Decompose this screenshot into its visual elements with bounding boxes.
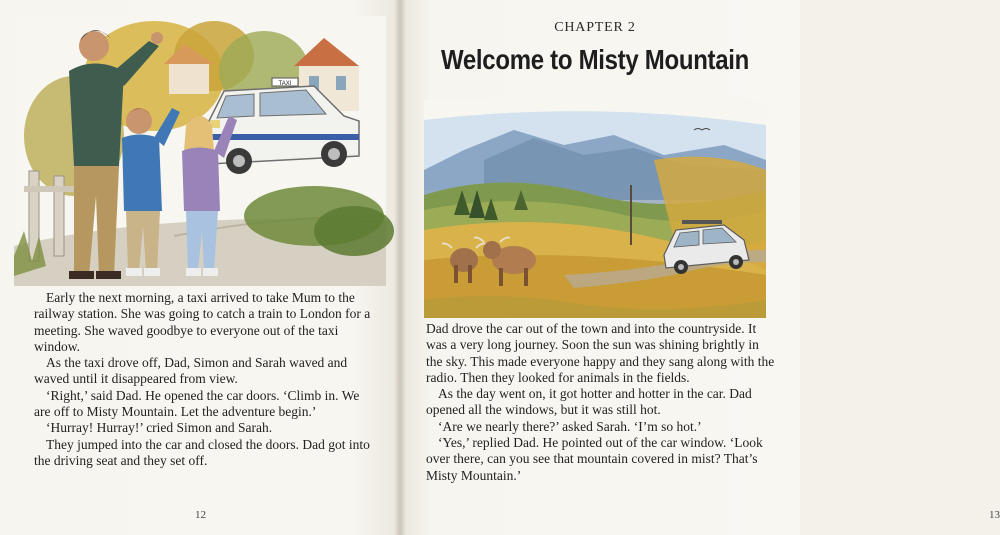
paragraph: Early the next morning, a taxi arrived to take Mum to the railway station. She was going to catch a train to London for a meeting. She waved goodbye to everyone out of the taxi window. [34, 290, 371, 354]
paragraph: As the day went on, it got hotter and hotter in the car. Dad opened all the windows, but it was still hot. [426, 386, 752, 418]
paragraph: ‘Yes,’ replied Dad. He pointed out of the car window. ‘Look over there, can you see that mountain covered in mist? That’s Misty Mountain.’ [426, 435, 763, 483]
taxi-sign: TAXI [278, 81, 292, 87]
chapter-title: Welcome to Misty Mountain [440, 45, 750, 77]
paragraph: As the taxi drove off, Dad, Simon and Sarah waved and waved until it disappeared from view. [34, 355, 348, 387]
paragraph: ‘Right,’ said Dad. He opened the car doors. ‘Climb in. We are off to Misty Mountain. Let the adventure begin.’ [34, 387, 360, 420]
paragraph: They jumped into the car and closed the doors. Dad got into the driving seat and they set off. [34, 436, 370, 468]
page-number: 12 [195, 509, 206, 521]
page-number: 13 [989, 509, 1000, 521]
chapter-label: CHAPTER 2 [554, 20, 636, 35]
left-page-text [34, 290, 379, 469]
paragraph: Dad drove the car out of the town and into the countryside. It was a very long journey. Soon the sun was shining brightly in the sky. This made everyone happy and they sang along with the radio. Then they looked for animals in the fields. [426, 321, 775, 385]
left-page [0, 0, 400, 535]
family-waving-taxi-illustration [14, 16, 386, 286]
countryside-mountain-car-illustration [424, 100, 766, 318]
right-page-text [426, 321, 776, 484]
paragraph: ‘Are we nearly there?’ asked Sarah. ‘I’m so hot.’ [438, 418, 702, 434]
paragraph: ‘Hurray! Hurray!’ cried Simon and Sarah. [46, 420, 273, 436]
